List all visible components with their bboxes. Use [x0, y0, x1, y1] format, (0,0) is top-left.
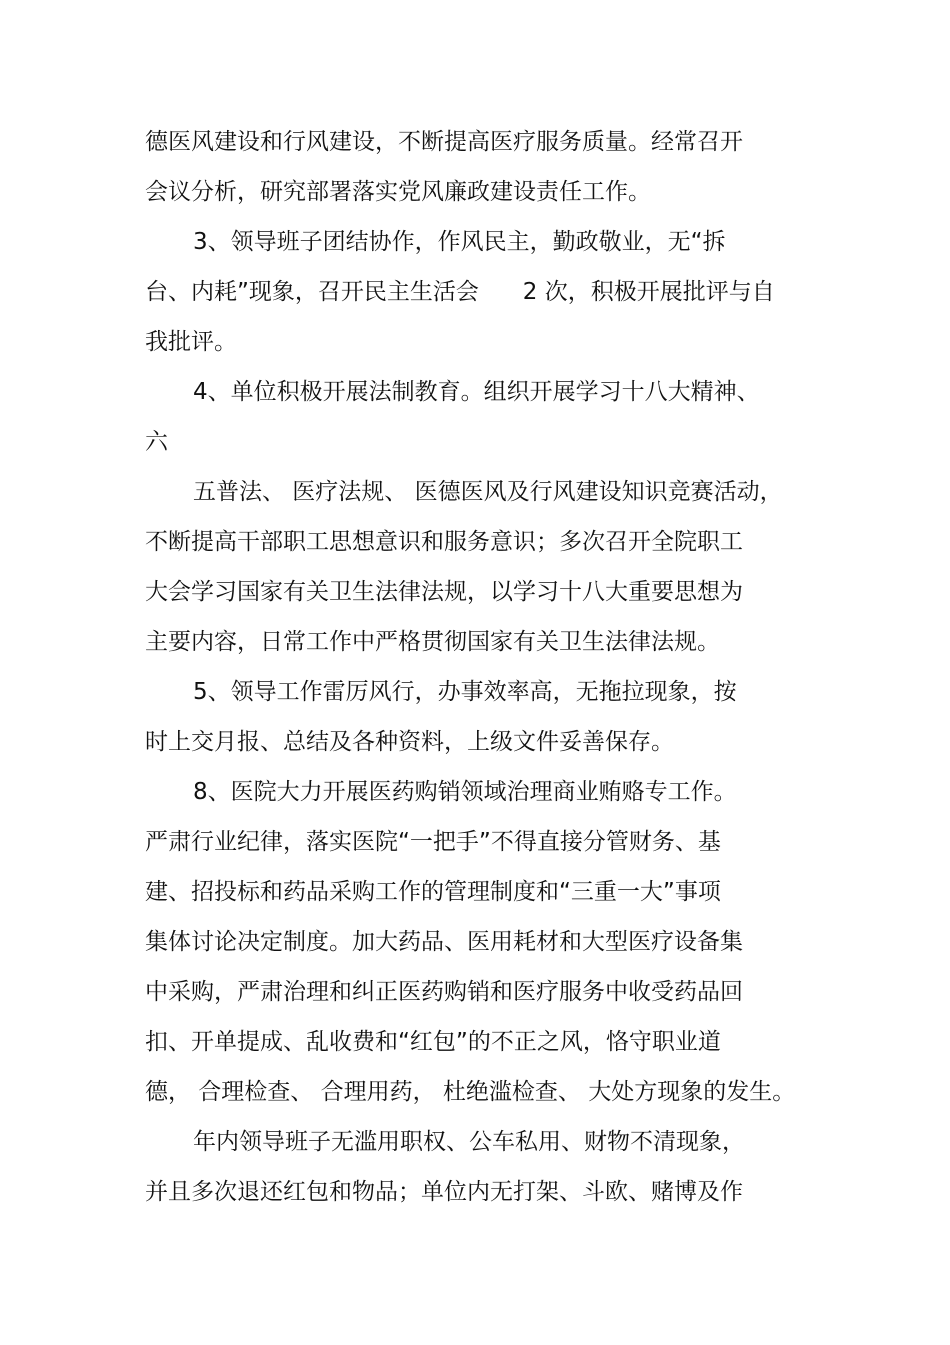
- text-line: 会议分析，研究部署落实党风廉政建设责任工作。: [145, 179, 651, 205]
- text-line: 我批评。: [145, 329, 237, 355]
- text-line: 年内领导班子无滥用职权、公车私用、财物不清现象，: [193, 1129, 745, 1155]
- text-line: 并且多次退还红包和物品；单位内无打架、斗欧、赌博及作: [145, 1179, 743, 1205]
- text-line: 严肃行业纪律，落实医院“一把手”不得直接分管财务、基: [145, 829, 721, 855]
- text-line: 德医风建设和行风建设，不断提高医疗服务质量。经常召开: [145, 129, 743, 155]
- text-line: 4、单位积极开展法制教育。组织开展学习十八大精神、: [193, 379, 760, 405]
- text-line: 五普法、 医疗法规、 医德医风及行风建设知识竞赛活动，: [193, 479, 783, 505]
- text-line: 六: [145, 429, 168, 455]
- text-line: 5、领导工作雷厉风行，办事效率高，无拖拉现象，按: [193, 679, 737, 705]
- text-line: 建、招投标和药品采购工作的管理制度和“三重一大”事项: [145, 879, 721, 905]
- text-line: 中采购，严肃治理和纠正医药购销和医疗服务中收受药品回: [145, 979, 743, 1005]
- text-line: 集体讨论决定制度。加大药品、医用耗材和大型医疗设备集: [145, 929, 743, 955]
- text-line: 3、领导班子团结协作，作风民主，勤政敬业，无“拆: [193, 229, 726, 255]
- text-line: 大会学习国家有关卫生法律法规，以学习十八大重要思想为: [145, 579, 743, 605]
- text-line: 台、内耗”现象，召开民主生活会 2 次，积极开展批评与自: [145, 279, 775, 305]
- text-line: 不断提高干部职工思想意识和服务意识；多次召开全院职工: [145, 529, 743, 555]
- text-line: 德， 合理检查、 合理用药， 杜绝滥检查、 大处方现象的发生。: [145, 1079, 796, 1105]
- text-line: 时上交月报、总结及各种资料，上级文件妥善保存。: [145, 729, 674, 755]
- text-line: 8、医院大力开展医药购销领域治理商业贿赂专工作。: [193, 779, 737, 805]
- text-line: 主要内容，日常工作中严格贯彻国家有关卫生法律法规。: [145, 629, 720, 655]
- text-line: 扣、开单提成、乱收费和“红包”的不正之风，恪守职业道: [145, 1029, 721, 1055]
